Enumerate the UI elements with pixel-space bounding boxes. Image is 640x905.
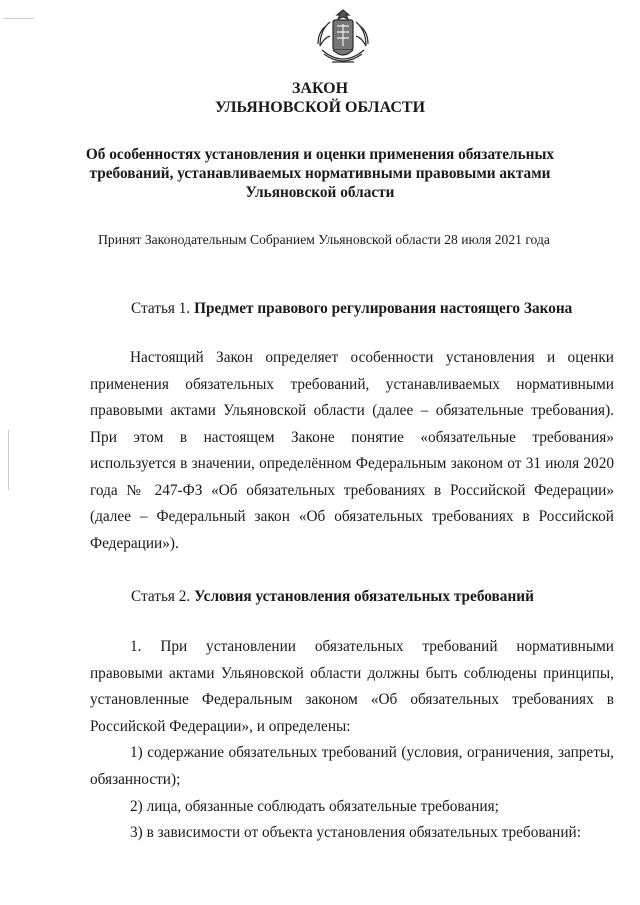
- article-1-text: Настоящий Закон определяет особенности установления и оценки применения обязательных требований, устанавливаемых нормативными правовыми актами Ульяновской области (далее – обязательные требования). При этом в настоящем Законе понятие «обязательные требования» используется в значении, определённом Федеральным законом от 31 июля 2020 года № 247-ФЗ «Об обязательных требованиях в Российской Федерации» (далее – Федеральный закон «Об обязательных требованиях в Российской Федерации»).: [90, 349, 614, 552]
- title-line-1: Об особенностях установления и оценки применения обязательных: [85, 146, 555, 163]
- article-2-title: Условия установления обязательных требований: [194, 588, 534, 605]
- article-2-item-2: 2) лица, обязанные соблюдать обязательные требования;: [130, 798, 499, 815]
- adoption-note: Принят Законодательным Собранием Ульяновской области 28 июля 2021 года: [98, 232, 550, 247]
- region-label: УЛЬЯНОВСКОЙ ОБЛАСТИ: [214, 99, 426, 116]
- scan-artifact-top: [4, 18, 34, 19]
- article-2-item-3: 3) в зависимости от объекта установления обязательных требований:: [130, 824, 581, 841]
- article-2-body: [90, 634, 614, 740]
- law-label: ЗАКОН: [291, 80, 349, 97]
- title-line-2: требований, устанавливаемых нормативными правовыми актами: [89, 165, 551, 182]
- article-2-prefix: Статья 2.: [131, 588, 195, 605]
- article-1-title: Предмет правового регулирования настоящего Закона: [194, 300, 573, 317]
- article-1-heading: [131, 300, 572, 318]
- article-2-item-1: 1) содержание обязательных требований (условия, ограничения, запреты, обязанности);: [90, 744, 614, 788]
- article-2-paragraph-1: 1. При установлении обязательных требований нормативными правовыми актами Ульяновской области должны быть соблюдены принципы, установленные Федеральным законом «Об обязательных требованиях в Российской Федерации», и определены:: [90, 638, 614, 735]
- list-item: [90, 820, 614, 847]
- article-2-heading: [131, 588, 534, 606]
- list-item: [90, 794, 614, 821]
- title-line-3: Ульяновской области: [245, 184, 395, 201]
- list-item: [90, 740, 614, 793]
- coat-of-arms-icon: [310, 6, 376, 70]
- law-heading: [0, 79, 640, 117]
- article-1-body: [90, 345, 614, 557]
- scan-artifact-left: [8, 430, 9, 490]
- article-1-prefix: Статья 1.: [131, 300, 195, 317]
- law-title: [0, 145, 640, 202]
